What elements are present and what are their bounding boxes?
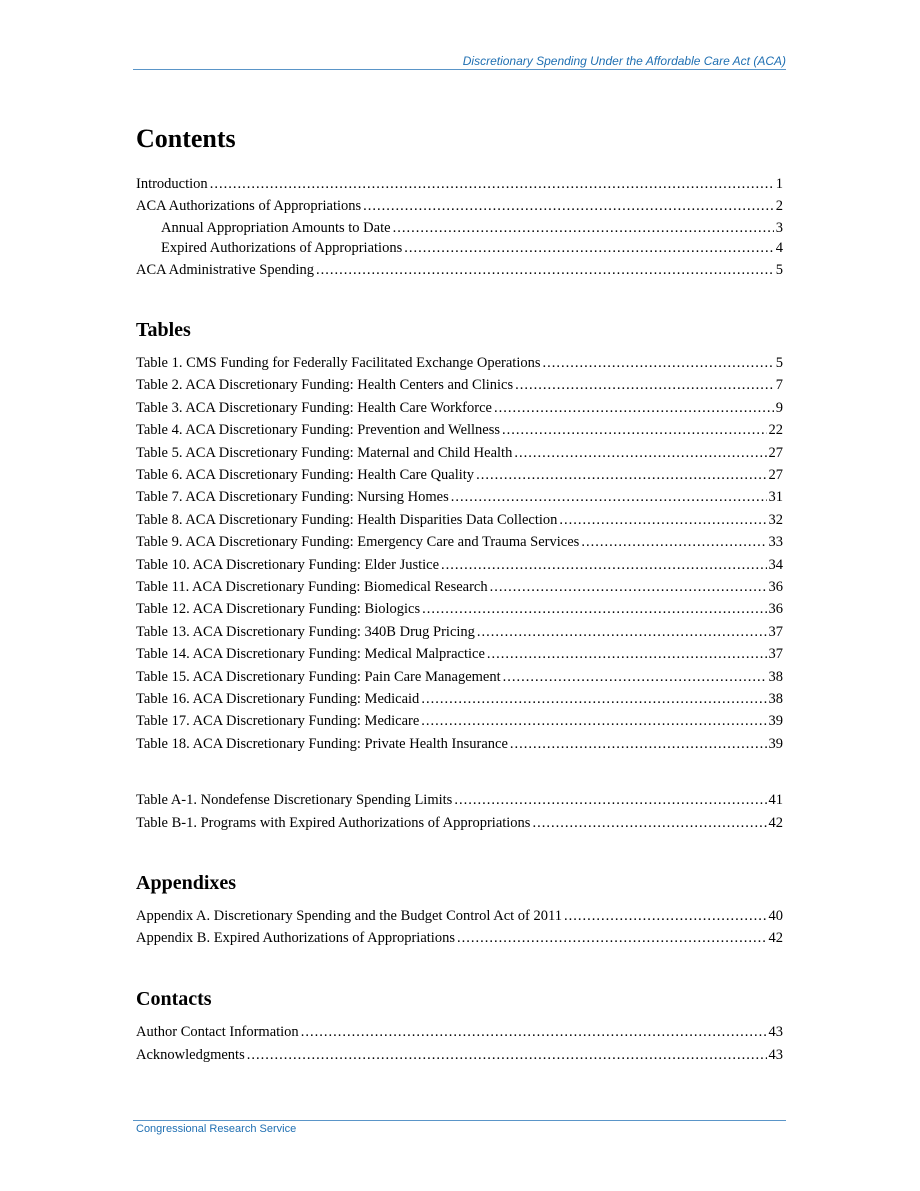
dot-leader (503, 667, 767, 687)
toc-entry-table[interactable] (136, 443, 783, 463)
running-footer: Congressional Research Service (136, 1123, 297, 1135)
dot-leader (490, 577, 767, 597)
dot-leader (457, 928, 767, 948)
toc-entry-contact[interactable] (136, 1045, 783, 1065)
toc-page-number: 37 (768, 646, 783, 662)
toc-entry-table[interactable] (136, 375, 783, 395)
dot-leader (510, 734, 767, 754)
toc-entry-text: Table 1. CMS Funding for Federally Facilitated Exchange Operations (136, 355, 541, 371)
toc-page-number: 42 (768, 930, 783, 946)
toc-page-number: 2 (775, 198, 783, 214)
toc-page-number: 41 (768, 792, 783, 808)
toc-entry-text: Table 9. ACA Discretionary Funding: Emergency Care and Trauma Services (136, 534, 580, 550)
dot-leader (363, 196, 774, 216)
toc-page-number: 38 (768, 691, 783, 707)
toc-page-number: 43 (768, 1047, 783, 1063)
toc-entry-text: Table 6. ACA Discretionary Funding: Health Care Quality (136, 467, 475, 483)
toc-page-number: 27 (768, 467, 783, 483)
toc-entry-text: Table 5. ACA Discretionary Funding: Maternal and Child Health (136, 445, 513, 461)
toc-page-number: 27 (768, 445, 783, 461)
contents-heading: Contents (136, 124, 236, 153)
toc-entry-table[interactable] (136, 353, 783, 373)
dot-leader (441, 555, 766, 575)
dot-leader (422, 599, 766, 619)
toc-page-number: 33 (768, 534, 783, 550)
toc-entry-table[interactable] (136, 622, 783, 642)
toc-entry-text: Table 14. ACA Discretionary Funding: Medical Malpractice (136, 646, 485, 662)
footer-rule (133, 1120, 786, 1121)
toc-page-number: 36 (768, 601, 783, 617)
toc-entry-text: Table 2. ACA Discretionary Funding: Health Centers and Clinics (136, 377, 514, 393)
dot-leader (247, 1045, 767, 1065)
toc-page-number: 3 (775, 220, 783, 236)
dot-leader (451, 487, 767, 507)
dot-leader (316, 260, 774, 280)
toc-entry-table[interactable] (136, 555, 783, 575)
toc-page-number: 38 (768, 669, 783, 685)
toc-entry-table[interactable] (136, 532, 783, 552)
toc-page-number: 36 (768, 579, 783, 595)
header-rule (133, 69, 786, 70)
toc-entry-table[interactable] (136, 734, 783, 754)
toc-page-number: 31 (768, 489, 783, 505)
toc-page-number: 9 (775, 400, 783, 416)
toc-entry-text: Table 18. ACA Discretionary Funding: Private Health Insurance (136, 736, 508, 752)
toc-entry-text: Table 8. ACA Discretionary Funding: Health Disparities Data Collection (136, 512, 558, 528)
toc-entry-text: Table 4. ACA Discretionary Funding: Prevention and Wellness (136, 422, 501, 438)
toc-entry-appendix[interactable] (136, 906, 783, 926)
running-header: Discretionary Spending Under the Affordable Care Act (ACA) (462, 54, 786, 68)
toc-entry-text: Table 16. ACA Discretionary Funding: Medicaid (136, 691, 420, 707)
toc-entry-expired-authorizations[interactable] (161, 238, 783, 258)
toc-entry-text: ACA Authorizations of Appropriations (136, 198, 362, 214)
dot-leader (559, 510, 766, 530)
dot-leader (502, 420, 766, 440)
toc-entry-table-appendix[interactable] (136, 790, 783, 810)
toc-page-number: 7 (775, 377, 783, 393)
toc-entry-text: Table 13. ACA Discretionary Funding: 340B Drug Pricing (136, 624, 475, 640)
toc-entry-contact[interactable] (136, 1022, 783, 1042)
toc-entry-text: Table 7. ACA Discretionary Funding: Nursing Homes (136, 489, 449, 505)
dot-leader (532, 813, 766, 833)
toc-page-number: 37 (768, 624, 783, 640)
toc-entry-text: Table 11. ACA Discretionary Funding: Biomedical Research (136, 579, 488, 595)
toc-entry-table-appendix[interactable] (136, 813, 783, 833)
toc-entry-text: Expired Authorizations of Appropriations (161, 240, 403, 256)
toc-entry-table[interactable] (136, 599, 783, 619)
toc-page-number: 4 (775, 240, 783, 256)
toc-entry-introduction[interactable] (136, 174, 783, 194)
dot-leader (564, 906, 767, 926)
tables-heading: Tables (136, 319, 191, 341)
dot-leader (421, 711, 766, 731)
toc-entry-table[interactable] (136, 577, 783, 597)
toc-entry-table[interactable] (136, 398, 783, 418)
dot-leader (487, 644, 767, 664)
toc-page-number: 40 (768, 908, 783, 924)
toc-entry-text: Table 15. ACA Discretionary Funding: Pain Care Management (136, 669, 501, 685)
dot-leader (581, 532, 766, 552)
dot-leader (514, 443, 766, 463)
dot-leader (494, 398, 774, 418)
toc-entry-text: Author Contact Information (136, 1024, 299, 1040)
dot-leader (476, 465, 766, 485)
toc-entry-text: Annual Appropriation Amounts to Date (161, 220, 391, 236)
toc-page-number: 43 (768, 1024, 783, 1040)
toc-entry-text: Table 10. ACA Discretionary Funding: Elder Justice (136, 557, 440, 573)
dot-leader (393, 218, 774, 238)
toc-entry-text: Appendix A. Discretionary Spending and the Budget Control Act of 2011 (136, 908, 562, 924)
toc-page-number: 32 (768, 512, 783, 528)
dot-leader (421, 689, 766, 709)
toc-page-number: 22 (768, 422, 783, 438)
toc-entry-table[interactable] (136, 667, 783, 687)
toc-entry-text: Introduction (136, 176, 208, 192)
toc-entry-text: Acknowledgments (136, 1047, 245, 1063)
dot-leader (301, 1022, 767, 1042)
toc-entry-table[interactable] (136, 510, 783, 530)
appendixes-heading: Appendixes (136, 872, 237, 894)
contacts-heading: Contacts (136, 988, 212, 1010)
toc-entry-text: ACA Administrative Spending (136, 262, 315, 278)
toc-page-number: 5 (775, 355, 783, 371)
toc-entry-table[interactable] (136, 644, 783, 664)
toc-entry-table[interactable] (136, 689, 783, 709)
dot-leader (515, 375, 774, 395)
dot-leader (543, 353, 774, 373)
toc-entry-text: Table B-1. Programs with Expired Authorizations of Appropriations (136, 815, 531, 831)
toc-page-number: 42 (768, 815, 783, 831)
toc-entry-table[interactable] (136, 465, 783, 485)
toc-entry-text: Table 12. ACA Discretionary Funding: Biologics (136, 601, 421, 617)
toc-entry-administrative-spending[interactable] (136, 260, 783, 280)
toc-page-number: 34 (768, 557, 783, 573)
toc-entry-text: Table 3. ACA Discretionary Funding: Health Care Workforce (136, 400, 492, 416)
toc-entry-text: Table 17. ACA Discretionary Funding: Medicare (136, 713, 420, 729)
toc-entry-table[interactable] (136, 487, 783, 507)
dot-leader (210, 174, 774, 194)
toc-page-number: 39 (768, 736, 783, 752)
dot-leader (477, 622, 767, 642)
toc-page-number: 39 (768, 713, 783, 729)
toc-entry-table[interactable] (136, 711, 783, 731)
toc-entry-text: Appendix B. Expired Authorizations of Appropriations (136, 930, 455, 946)
toc-page-number: 5 (775, 262, 783, 278)
dot-leader (454, 790, 766, 810)
toc-entry-table[interactable] (136, 420, 783, 440)
toc-entry-appendix[interactable] (136, 928, 783, 948)
toc-page-number: 1 (775, 176, 783, 192)
toc-entry-aca-authorizations[interactable] (136, 196, 783, 216)
toc-entry-text: Table A-1. Nondefense Discretionary Spending Limits (136, 792, 453, 808)
toc-entry-annual-appropriation[interactable] (161, 218, 783, 238)
dot-leader (404, 238, 774, 258)
